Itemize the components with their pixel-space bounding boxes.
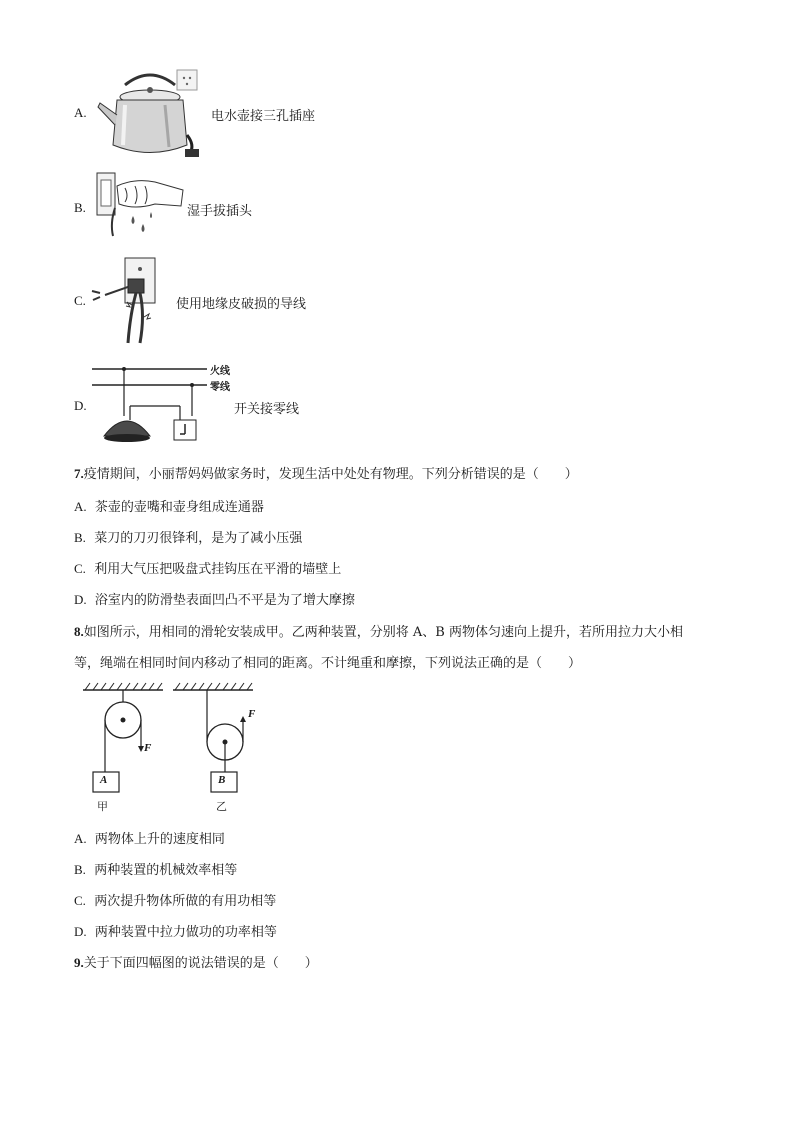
option-letter: C.	[74, 561, 86, 576]
q8-stem-line1	[74, 621, 683, 640]
option-text: 茶壶的壶嘴和壶身组成连通器	[94, 500, 264, 515]
live-wire-label: 火线	[210, 366, 230, 377]
q6-option-b-text: 湿手拔插头	[187, 204, 253, 219]
q6-option-c-text: 使用地缘皮破损的导线	[176, 297, 307, 312]
q8-option-b[interactable]	[74, 859, 237, 878]
option-text: 两种装置中拉力做功的功率相等	[94, 925, 277, 940]
pulley-figure	[80, 680, 260, 815]
q6-option-b[interactable]	[74, 200, 86, 216]
question-number: 8.	[74, 624, 84, 639]
question-text: 如图所示，用相同的滑轮安装成甲。乙两种装置，分别将 A、B 两物体匀速向上提升，若所用拉力大小相	[83, 625, 683, 640]
option-letter: B.	[74, 862, 86, 877]
option-letter: B.	[74, 530, 86, 545]
option-text: 菜刀的刀刃很锋利，是为了减小压强	[94, 531, 303, 546]
damaged-wire-illustration	[90, 255, 165, 345]
q7-option-a[interactable]	[74, 496, 264, 515]
block-a-label: A	[100, 774, 108, 786]
right-caption: 乙	[216, 800, 227, 813]
question-text: 疫情期间，小丽帮妈妈做家务时，发现生活中处处有物理。下列分析错误的是（ ）	[83, 467, 578, 482]
q9-stem	[74, 952, 318, 971]
kettle-illustration	[95, 65, 210, 165]
question-text: 关于下面四幅图的说法错误的是（ ）	[83, 956, 318, 971]
option-letter: A.	[74, 105, 87, 120]
option-letter: D.	[74, 592, 87, 607]
wet-hand-plug-illustration	[95, 168, 187, 238]
q7-stem	[74, 463, 578, 482]
q6-option-d-text: 开关接零线	[234, 402, 300, 417]
option-letter: C.	[74, 293, 86, 308]
q8-option-a[interactable]	[74, 828, 225, 847]
option-text: 两次提升物体所做的有用功相等	[94, 894, 277, 909]
option-text: 两物体上升的速度相同	[94, 832, 225, 847]
option-letter: D.	[74, 924, 87, 939]
q6-option-a[interactable]	[74, 105, 87, 121]
q6-option-a-text: 电水壶接三孔插座	[211, 109, 316, 124]
option-letter: C.	[74, 893, 86, 908]
block-b-label: B	[218, 774, 226, 786]
question-number: 7.	[74, 466, 84, 481]
right-force-label: F	[248, 708, 256, 720]
option-text: 利用大气压把吸盘式挂钩压在平滑的墙壁上	[94, 562, 342, 577]
left-force-label: F	[144, 742, 152, 754]
q7-option-c[interactable]	[74, 558, 341, 577]
q7-option-d[interactable]	[74, 589, 355, 608]
q8-option-c[interactable]	[74, 890, 276, 909]
question-number: 9.	[74, 955, 84, 970]
q6-option-c[interactable]	[74, 293, 86, 309]
q8-stem-line2: 等，绳端在相同时间内移动了相同的距离。不计绳重和摩擦，下列说法正确的是（ ）	[74, 656, 582, 671]
q8-option-d[interactable]	[74, 921, 277, 940]
left-caption: 甲	[97, 800, 108, 813]
option-letter: A.	[74, 499, 87, 514]
option-letter: B.	[74, 200, 86, 215]
neutral-wire-label: 零线	[210, 382, 230, 393]
q7-option-b[interactable]	[74, 527, 302, 546]
option-text: 两种装置的机械效率相等	[94, 863, 238, 878]
q6-option-d[interactable]	[74, 398, 87, 414]
option-letter: A.	[74, 831, 87, 846]
option-text: 浴室内的防滑垫表面凹凸不平是为了增大摩擦	[94, 593, 355, 608]
option-letter: D.	[74, 398, 87, 413]
